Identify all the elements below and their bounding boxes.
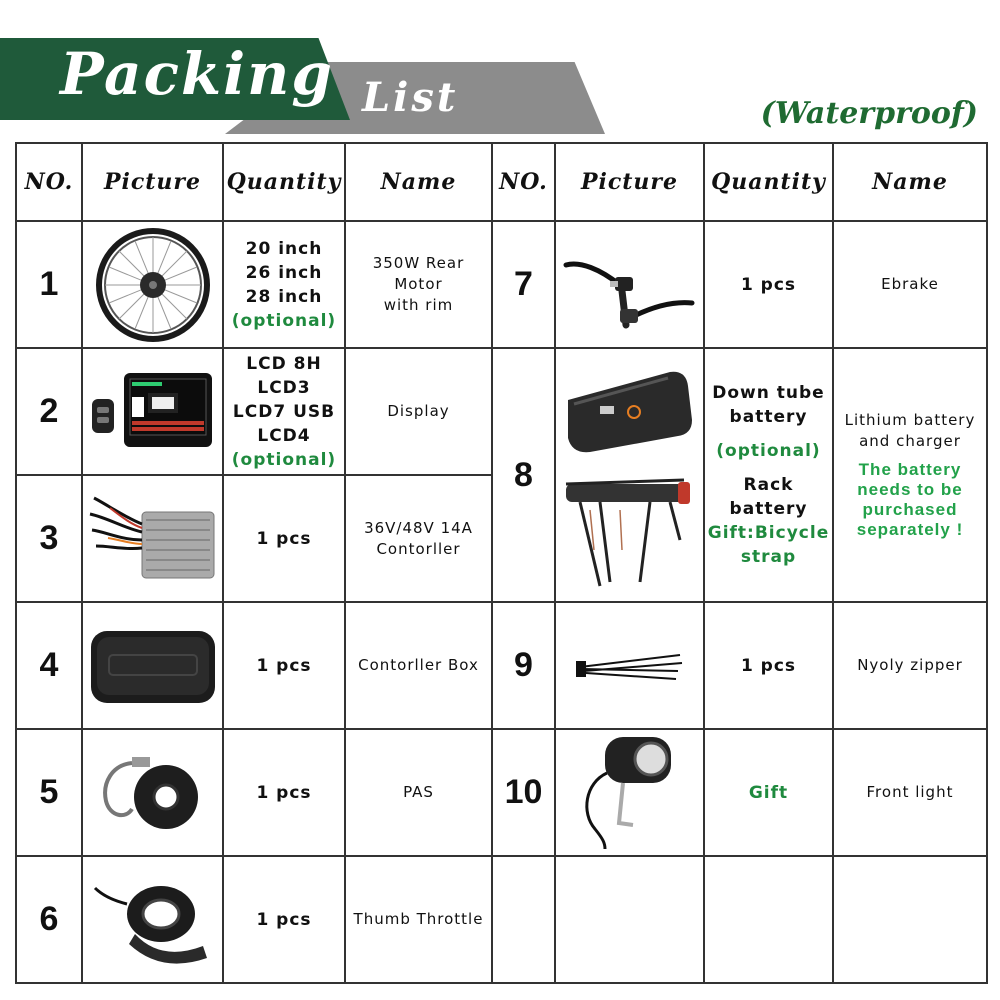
item-picture — [555, 602, 704, 729]
item-no: 8 — [492, 348, 555, 602]
quantity-line: LCD7 USB — [232, 401, 336, 422]
header-picture-left: Picture — [82, 143, 223, 221]
item-name: Thumb Throttle — [345, 856, 492, 983]
quantity-line: 20 inch — [245, 238, 323, 259]
item-no: 9 — [492, 602, 555, 729]
item-quantity: 1 pcs — [223, 475, 345, 602]
item-quantity: 1 pcs — [223, 856, 345, 983]
empty-cell — [833, 856, 987, 983]
header-name-right: Name — [833, 143, 987, 221]
note-line: The battery — [858, 460, 962, 479]
empty-cell — [704, 856, 833, 983]
name-line: Contorller — [376, 539, 461, 558]
name-line: Motor — [394, 275, 443, 293]
item-quantity: 1 pcs — [704, 602, 833, 729]
item-name — [345, 221, 492, 348]
item-no: 2 — [16, 348, 82, 475]
item-picture — [82, 221, 223, 348]
header-no-left: NO. — [16, 143, 82, 221]
item-no: 6 — [16, 856, 82, 983]
item-picture — [82, 602, 223, 729]
item-quantity: 1 pcs — [223, 602, 345, 729]
quantity-optional: (optional) — [231, 310, 337, 331]
item-name — [833, 348, 987, 602]
table-row — [16, 602, 987, 729]
header-quantity-right: Quantity — [704, 143, 833, 221]
pas-sensor-icon — [98, 743, 208, 843]
note-line: purchased — [862, 500, 958, 519]
packing-list-table — [15, 142, 988, 984]
quantity-line: Rack — [743, 475, 794, 495]
item-name: Nyoly zipper — [833, 602, 987, 729]
item-name: Contorller Box — [345, 602, 492, 729]
item-no: 1 — [16, 221, 82, 348]
quantity-line: Down tube — [712, 383, 825, 403]
front-light-icon — [575, 733, 685, 853]
quantity-optional: (optional) — [231, 449, 337, 470]
item-no: 4 — [16, 602, 82, 729]
item-name — [345, 475, 492, 602]
name-line: with rim — [383, 296, 454, 314]
header-quantity-left: Quantity — [223, 143, 345, 221]
subtitle-waterproof: (Waterproof) — [760, 96, 978, 131]
item-picture — [82, 729, 223, 856]
quantity-line: battery — [729, 499, 808, 519]
lcd-display-icon — [88, 367, 218, 457]
note-line: needs to be — [857, 480, 963, 499]
thumb-throttle-icon — [91, 870, 215, 970]
table-row — [16, 348, 987, 475]
quantity-line: 26 inch — [245, 262, 323, 283]
quantity-gift: Gift — [748, 782, 789, 803]
item-quantity — [223, 221, 345, 348]
item-quantity: 1 pcs — [223, 729, 345, 856]
item-quantity — [223, 348, 345, 475]
item-name: Front light — [833, 729, 987, 856]
item-no: 3 — [16, 475, 82, 602]
item-quantity: 1 pcs — [704, 221, 833, 348]
quantity-line: LCD 8H — [246, 353, 322, 374]
quantity-gift-line: Gift:Bicycle — [707, 523, 830, 543]
quantity-line: LCD3 — [257, 377, 311, 398]
quantity-gift-line: strap — [740, 547, 797, 567]
header-picture-right: Picture — [555, 143, 704, 221]
item-picture — [82, 856, 223, 983]
table-row — [16, 729, 987, 856]
battery-note — [834, 460, 986, 540]
header-no-right: NO. — [492, 143, 555, 221]
rack-battery-icon — [560, 470, 700, 590]
item-name: PAS — [345, 729, 492, 856]
header-row — [16, 143, 987, 221]
item-quantity — [704, 729, 833, 856]
table-row — [16, 856, 987, 983]
empty-cell — [492, 856, 555, 983]
item-name: Ebrake — [833, 221, 987, 348]
header-name-left: Name — [345, 143, 492, 221]
name-line: and charger — [859, 432, 961, 450]
ebrake-icon — [560, 235, 700, 335]
title-list: List — [362, 74, 459, 121]
item-no: 5 — [16, 729, 82, 856]
item-quantity — [704, 348, 833, 602]
item-picture — [555, 729, 704, 856]
item-picture — [555, 348, 704, 602]
note-line: separately ! — [856, 520, 964, 539]
zip-ties-icon — [570, 641, 690, 691]
item-picture — [555, 221, 704, 348]
quantity-line: LCD4 — [257, 425, 311, 446]
name-line: 36V/48V 14A — [364, 518, 473, 537]
quantity-line: battery — [729, 407, 808, 427]
item-picture — [82, 348, 223, 475]
name-line: 350W Rear — [372, 254, 465, 272]
down-tube-battery-icon — [560, 360, 700, 460]
item-picture — [82, 475, 223, 602]
table-row — [16, 221, 987, 348]
title-packing: Packing — [60, 40, 334, 108]
wheel-motor-icon — [91, 226, 215, 344]
name-line: Lithium battery — [844, 411, 976, 429]
item-no: 7 — [492, 221, 555, 348]
controller-icon — [86, 484, 220, 594]
item-no: 10 — [492, 729, 555, 856]
empty-cell — [555, 856, 704, 983]
quantity-line: 28 inch — [245, 286, 323, 307]
item-name: Display — [345, 348, 492, 475]
controller-box-icon — [87, 621, 219, 711]
quantity-optional: (optional) — [716, 441, 821, 461]
